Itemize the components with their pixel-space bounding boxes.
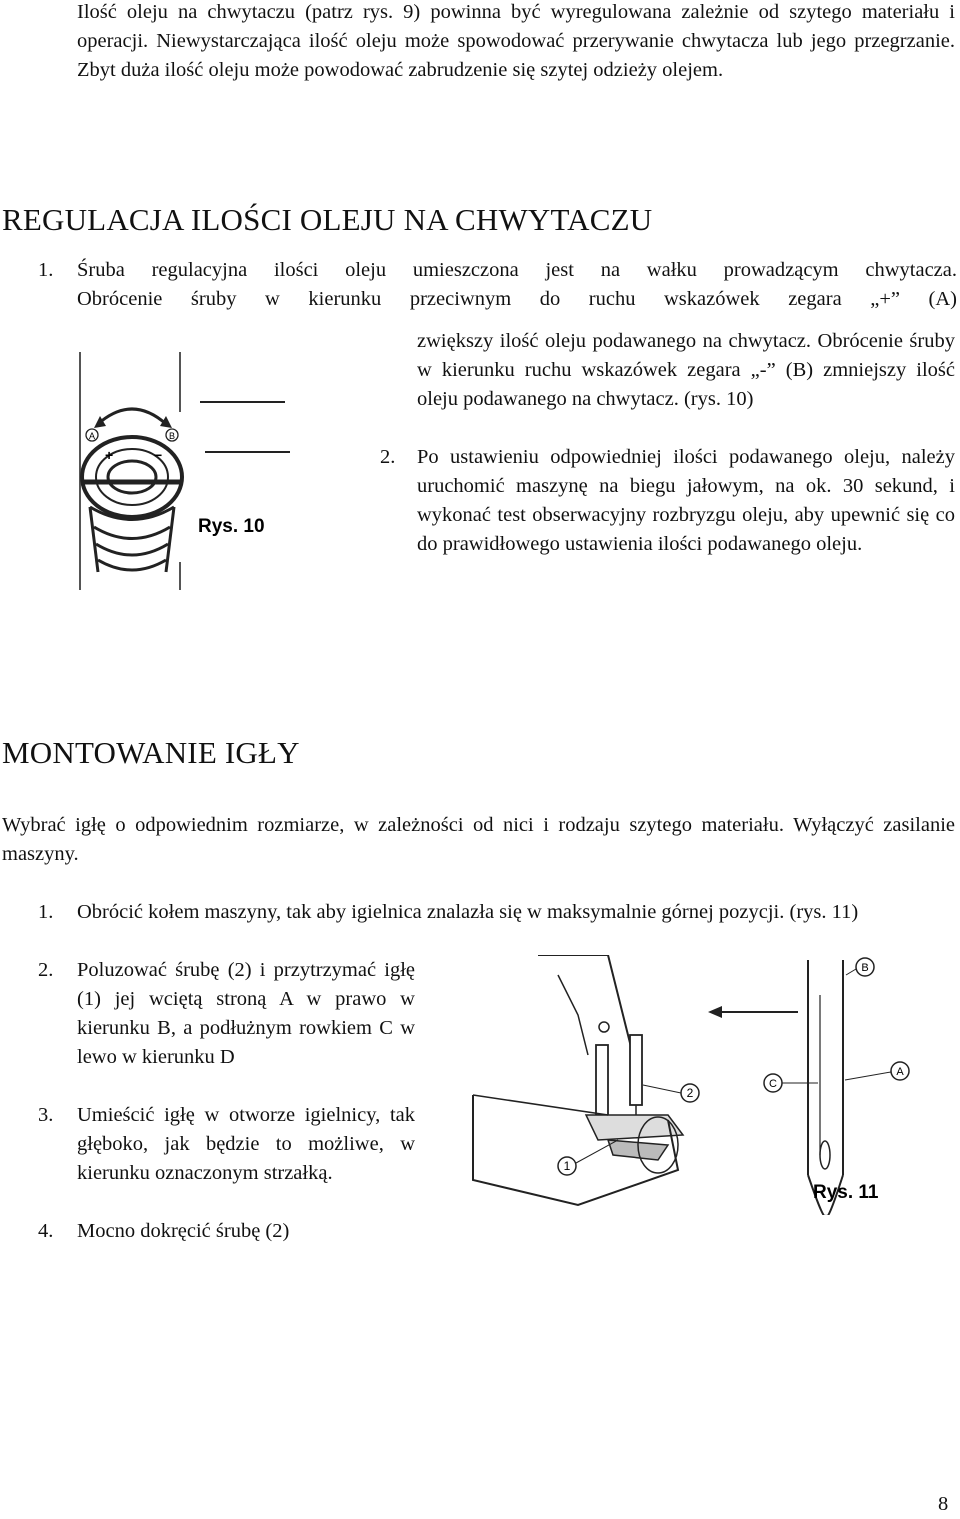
list-number: 4. bbox=[38, 1220, 54, 1242]
oil-screw-illustration bbox=[70, 332, 320, 590]
list-number: 1. bbox=[38, 259, 54, 281]
page-number: 8 bbox=[938, 1493, 949, 1515]
list-number: 2. bbox=[38, 959, 54, 981]
figure-caption: Rys. 11 bbox=[813, 1182, 879, 1203]
intro-paragraph: Ilość oleju na chwytaczu (patrz rys. 9) powinna być wyregulowana zależnie od szytego materiału i operacji. Niewystarczająca ilość oleju może spowodować przerywanie chwytacza lub jego przegrzanie. Zbyt duża ilość oleju może powodować zabrudzenie się szytej odzieży olejem. bbox=[77, 1, 955, 81]
list-item-text: Po ustawieniu odpowiedniej ilości podawanego oleju, należy uruchomić maszynę na biegu jałowym, na ok. 30 sekund, i wykonać test obserwacyjny rozbryzgu oleju, aby upewnić się co do prawidłowego ustawienia ilości podawanego oleju. bbox=[417, 446, 955, 555]
label-c: C bbox=[769, 1078, 777, 1090]
figure-rys-11 bbox=[468, 955, 928, 1215]
list-item-text: Poluzować śrubę (2) i przytrzymać igłę (1) jej wciętą stroną A w prawo w kierunku B, a podłużnym rowkiem C w lewo w kierunku D bbox=[77, 959, 415, 1068]
svg-text:+: + bbox=[105, 447, 114, 463]
label-a: A bbox=[896, 1066, 904, 1078]
label-1: 1 bbox=[563, 1159, 571, 1173]
figure-caption: Rys. 10 bbox=[198, 516, 265, 537]
list-item-continuation: zwiększy ilość oleju podawanego na chwytacz. Obrócenie śruby w kierunku ruchu wskazówek zegara „-” (B) zmniejszy ilość oleju podawanego na chwytacz. (rys. 10) bbox=[417, 330, 955, 410]
needle-installation-illustration bbox=[468, 955, 928, 1215]
label-b: B bbox=[168, 431, 176, 441]
label-b: B bbox=[861, 962, 869, 974]
section-heading-oil-regulation: REGULACJA ILOŚCI OLEJU NA CHWYTACZU bbox=[2, 202, 653, 237]
figure-rys-10 bbox=[70, 332, 320, 590]
section-intro: Wybrać igłę o odpowiednim rozmiarze, w zależności od nici i rodzaju szytego materiału. Wyłączyć zasilanie maszyny. bbox=[2, 814, 955, 865]
list-item-text: Obrócić kołem maszyny, tak aby igielnica znalazła się w maksymalnie górnej pozycji. (rys. 11) bbox=[77, 901, 859, 923]
list-item-text: Mocno dokręcić śrubę (2) bbox=[77, 1220, 290, 1242]
svg-text:−: − bbox=[154, 447, 163, 463]
list-number: 3. bbox=[38, 1104, 54, 1126]
list-number: 1. bbox=[38, 901, 54, 923]
list-number: 2. bbox=[380, 446, 396, 468]
list-item-line: Obrócenie śruby w kierunku przeciwnym do ruchu wskazówek zegara „+” (A) bbox=[77, 288, 957, 310]
list-item-text: Umieścić igłę w otworze igielnicy, tak głęboko, jak będzie to możliwe, w kierunku oznaczonym strzałką. bbox=[77, 1104, 415, 1184]
label-a: A bbox=[88, 431, 96, 441]
label-2: 2 bbox=[686, 1086, 694, 1100]
section-heading-needle-installation: MONTOWANIE IGŁY bbox=[2, 735, 300, 770]
list-item-line: Śruba regulacyjna ilości oleju umieszczona jest na wałku prowadzącym chwytacza. bbox=[77, 259, 957, 281]
